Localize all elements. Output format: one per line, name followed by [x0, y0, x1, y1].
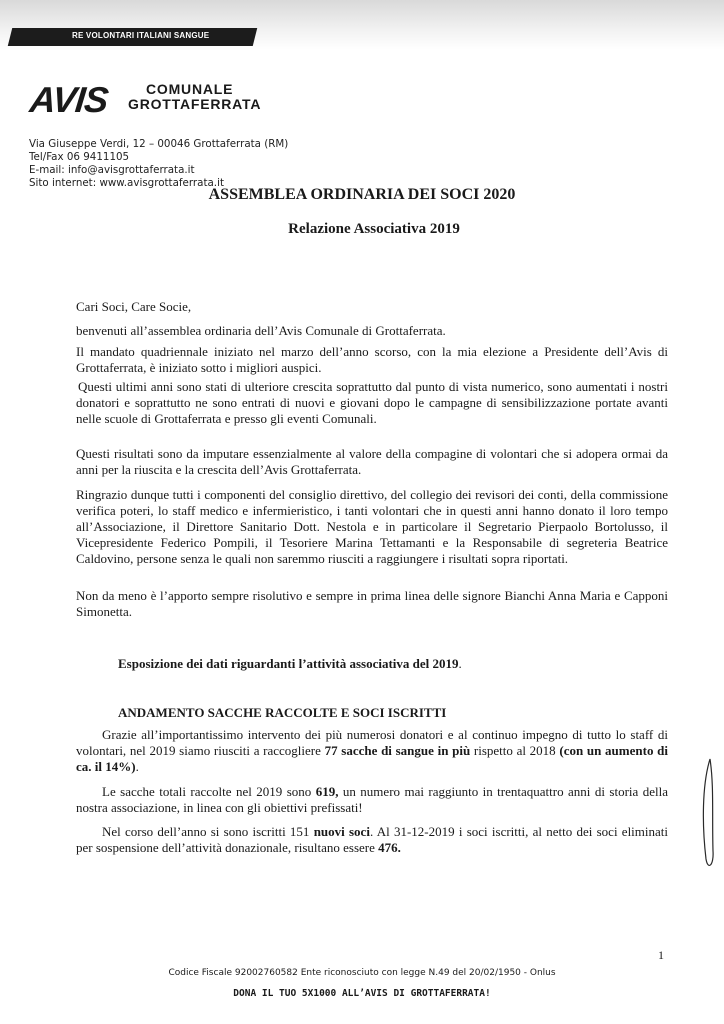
exposition-period: .	[458, 656, 462, 671]
s3-new-members: nuovi soci	[313, 824, 370, 839]
website: Sito internet: www.avisgrottaferrata.it	[29, 177, 224, 189]
s1-increase: (con un aumento di ca. il 14%)	[76, 743, 668, 774]
paragraph-1: benvenuti all’assemblea ordinaria dell’Avis Comunale di Grottaferrata.	[76, 323, 446, 338]
exposition-text: Esposizione dei dati riguardanti l’attività associativa del 2019	[118, 656, 459, 671]
main-title: ASSEMBLEA ORDINARIA DEI SOCI 2020	[208, 186, 516, 203]
handwritten-margin-mark	[698, 755, 718, 875]
s1-text-a: Grazie all’importantissimo intervento dei più numerosi donatori e al continuo impegno di tutto lo staff di volontari, nel 2019 siamo riusciti a raccogliere	[76, 727, 668, 758]
section-paragraph-2	[76, 784, 668, 816]
s2-text-c: un numero mai raggiunto in trentaquattro anni di storia della nostra associazione, in linea con gli obiettivi prefissati!	[76, 784, 668, 815]
footer-donate-line: DONA IL TUO 5X1000 ALL’AVIS DI GROTTAFERRATA!	[233, 988, 491, 999]
greeting: Cari Soci, Care Socie,	[76, 299, 192, 314]
header-banner-text: RE VOLONTARI ITALIANI SANGUE	[72, 31, 210, 40]
s3-total-members: 476.	[378, 840, 401, 855]
s1-bags-more: 77 sacche di sangue in più	[324, 743, 471, 758]
section-paragraph-1	[76, 727, 668, 775]
org-name-line2: GROTTAFERRATA	[128, 96, 262, 112]
s2-total-bags: 619,	[315, 784, 339, 799]
exposition-heading	[118, 656, 462, 672]
page-number: 1	[658, 948, 664, 962]
section-paragraph-3	[76, 824, 668, 856]
paragraph-4: Questi risultati sono da imputare essenzialmente al valore della compagine di volontari che si adopera ormai da anni per la riuscita e la crescita dell’Avis Grottaferrata.	[76, 446, 668, 477]
paragraph-2: Il mandato quadriennale iniziato nel marzo dell’anno scorso, con la mia elezione a Presidente dell’Avis di Grottaferrata, è iniziato sotto i migliori auspici.	[76, 344, 668, 375]
paragraph-6: Non da meno è l’apporto sempre risolutivo e sempre in prima linea delle signore Bianchi Anna Maria e Capponi Simonetta.	[76, 588, 668, 619]
s1-text-c: rispetto al 2018	[470, 743, 560, 758]
footer-fiscal-info: Codice Fiscale 92002760582 Ente riconosciuto con legge N.49 del 20/02/1950 - Onlus	[168, 968, 556, 978]
s1-text-e: .	[135, 759, 139, 774]
paragraph-3: Questi ultimi anni sono stati di ulteriore crescita soprattutto dal punto di vista numerico, sono aumentati i nostri donatori e soprattutto ne sono entrati di nuovi e giovani dopo le campagne di sensibilizzazione portate avanti nelle scuole di Grottaferrata e presso gli eventi Comunali.	[76, 379, 668, 426]
s2-text-a: Le sacche totali raccolte nel 2019 sono	[102, 784, 316, 799]
address: Via Giuseppe Verdi, 12 – 00046 Grottaferrata (RM)	[29, 138, 289, 150]
paragraph-5: Ringrazio dunque tutti i componenti del consiglio direttivo, del collegio dei revisori dei conti, della commissione verifica poteri, lo staff medico e infermieristico, i tanti volontari che in questi anni hanno donato il loro tempo all’Associazione, il Direttore Sanitario Dott. Nestola e in particolare il Segretario Pierpaolo Bortolusso, il Vicepresidente Federico Pompili, il Tesoriere Marina Tettamanti e la Responsabile di segreteria Beatrice Caldovino, persone senza le quali non saremmo riusciti a raggiungere i risultati sopra riportati.	[76, 487, 668, 566]
org-name-line1: COMUNALE	[146, 81, 234, 97]
email: E-mail: info@avisgrottaferrata.it	[29, 164, 195, 176]
section-heading: ANDAMENTO SACCHE RACCOLTE E SOCI ISCRITTI	[118, 705, 447, 720]
sub-title: Relazione Associativa 2019	[288, 221, 460, 237]
telfax: Tel/Fax 06 9411105	[29, 151, 130, 163]
s3-text-a: Nel corso dell’anno si sono iscritti 151	[102, 824, 314, 839]
s3-text-c: . Al 31-12-2019 i soci iscritti, al netto dei soci eliminati per sospensione dell’attività donazionale, risultano essere	[76, 824, 669, 855]
avis-logo: AVIS	[27, 79, 110, 120]
